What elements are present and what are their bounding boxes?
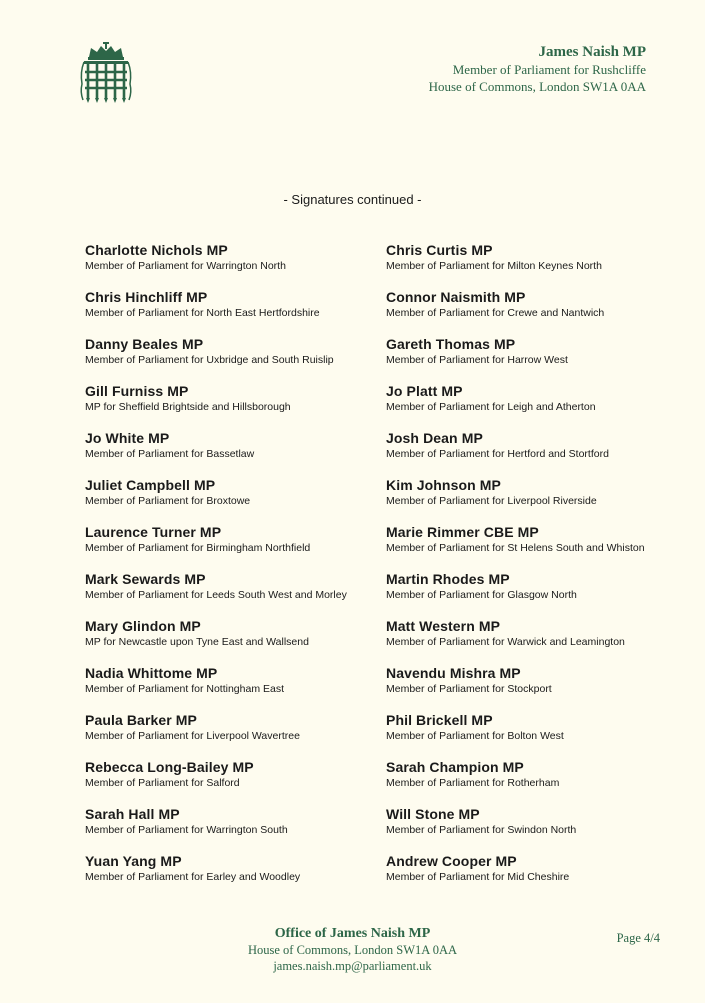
signatory-constituency: Member of Parliament for Glasgow North <box>386 589 577 601</box>
signatory-constituency: Member of Parliament for Hertford and Stortford <box>386 448 609 460</box>
signatory-name: Navendu Mishra MP <box>386 665 521 681</box>
footer-email: james.naish.mp@parliament.uk <box>273 959 432 973</box>
signature-entry <box>85 712 386 759</box>
signature-entry <box>386 665 676 712</box>
signature-entry <box>85 853 386 900</box>
portcullis-icon <box>79 42 133 104</box>
signatory-constituency: Member of Parliament for Broxtowe <box>85 495 251 507</box>
signatory-constituency: Member of Parliament for Milton Keynes North <box>386 260 602 272</box>
signature-entry <box>386 242 676 289</box>
signatory-constituency: Member of Parliament for Liverpool Riverside <box>386 495 597 507</box>
signatory-constituency: Member of Parliament for Salford <box>85 777 240 789</box>
signature-entry <box>386 759 676 806</box>
signatory-constituency: Member of Parliament for Rotherham <box>386 777 560 789</box>
signature-list <box>85 242 676 900</box>
signatory-name: Sarah Hall MP <box>85 806 180 822</box>
signatory-name: Jo Platt MP <box>386 383 463 399</box>
letterhead-address: House of Commons, London SW1A 0AA <box>428 79 646 94</box>
signatory-constituency: Member of Parliament for Uxbridge and South Ruislip <box>85 354 334 366</box>
signatory-name: Kim Johnson MP <box>386 477 501 493</box>
signatory-constituency: Member of Parliament for Mid Cheshire <box>386 871 570 883</box>
signatory-name: Andrew Cooper MP <box>386 853 517 869</box>
signatory-constituency: Member of Parliament for Bassetlaw <box>85 448 255 460</box>
signature-entry <box>386 712 676 759</box>
signature-entry <box>85 759 386 806</box>
signatory-name: Gill Furniss MP <box>85 383 189 399</box>
signatory-name: Rebecca Long-Bailey MP <box>85 759 254 775</box>
signatory-constituency: Member of Parliament for St Helens South and Whiston <box>386 542 645 554</box>
signature-entry <box>386 289 676 336</box>
signatory-name: Yuan Yang MP <box>85 853 182 869</box>
letterhead <box>429 43 646 95</box>
signatory-name: Danny Beales MP <box>85 336 204 352</box>
signatory-name: Mary Glindon MP <box>85 618 201 634</box>
signatory-constituency: Member of Parliament for Bolton West <box>386 730 564 742</box>
letterhead-name: James Naish MP <box>538 44 646 60</box>
signature-entry <box>85 524 386 571</box>
page-number: Page 4/4 <box>616 931 660 945</box>
signatory-constituency: Member of Parliament for Warrington South <box>85 824 288 836</box>
signatory-name: Sarah Champion MP <box>386 759 524 775</box>
signatory-name: Gareth Thomas MP <box>386 336 516 352</box>
signature-entry <box>386 853 676 900</box>
footer-address: House of Commons, London SW1A 0AA <box>247 943 458 957</box>
signature-entry <box>386 618 676 665</box>
signature-entry <box>85 665 386 712</box>
signature-entry <box>386 571 676 618</box>
signature-entry <box>386 336 676 383</box>
signatory-constituency: Member of Parliament for Birmingham Northfield <box>85 542 311 554</box>
signature-entry <box>386 430 676 477</box>
signature-entry <box>386 477 676 524</box>
signatory-name: Connor Naismith MP <box>386 289 526 305</box>
signature-entry <box>386 524 676 571</box>
signatory-constituency: Member of Parliament for Nottingham East <box>85 683 284 695</box>
footer <box>0 925 705 974</box>
signatory-constituency: Member of Parliament for Swindon North <box>386 824 577 836</box>
signatory-constituency: Member of Parliament for Earley and Woodley <box>85 871 301 883</box>
signatory-name: Marie Rimmer CBE MP <box>386 524 539 540</box>
signatory-name: Jo White MP <box>85 430 170 446</box>
signatory-name: Laurence Turner MP <box>85 524 222 540</box>
signature-entry <box>85 242 386 289</box>
letterhead-role: Member of Parliament for Rushcliffe <box>452 62 646 77</box>
signatory-name: Martin Rhodes MP <box>386 571 510 587</box>
signatory-name: Mark Sewards MP <box>85 571 206 587</box>
signature-entry <box>386 806 676 853</box>
signatory-constituency: Member of Parliament for Warrington North <box>85 260 286 272</box>
signatory-name: Will Stone MP <box>386 806 480 822</box>
signature-entry <box>85 571 386 618</box>
signatory-constituency: Member of Parliament for Crewe and Nantwich <box>386 307 605 319</box>
signature-entry <box>85 289 386 336</box>
signature-entry <box>85 336 386 383</box>
signatory-constituency: Member of Parliament for Harrow West <box>386 354 568 366</box>
signatory-name: Josh Dean MP <box>386 430 483 446</box>
signatory-constituency: Member of Parliament for Stockport <box>386 683 552 695</box>
signature-entry <box>386 383 676 430</box>
signatory-constituency: Member of Parliament for North East Hertfordshire <box>85 307 320 319</box>
signatory-constituency: Member of Parliament for Warwick and Leamington <box>386 636 625 648</box>
signatory-name: Charlotte Nichols MP <box>85 242 228 258</box>
signature-entry <box>85 618 386 665</box>
signatory-constituency: MP for Sheffield Brightside and Hillsborough <box>85 401 291 413</box>
signature-entry <box>85 383 386 430</box>
signatory-constituency: Member of Parliament for Leigh and Atherton <box>386 401 596 413</box>
signatory-name: Paula Barker MP <box>85 712 197 728</box>
signatory-constituency: MP for Newcastle upon Tyne East and Wallsend <box>85 636 309 648</box>
signatory-constituency: Member of Parliament for Liverpool Wavertree <box>85 730 300 742</box>
signature-entry <box>85 430 386 477</box>
signatory-constituency: Member of Parliament for Leeds South West and Morley <box>85 589 347 601</box>
signature-entry <box>85 477 386 524</box>
signatory-name: Nadia Whittome MP <box>85 665 218 681</box>
signatory-name: Phil Brickell MP <box>386 712 493 728</box>
signatory-name: Chris Hinchliff MP <box>85 289 208 305</box>
signatory-name: Matt Western MP <box>386 618 501 634</box>
footer-office: Office of James Naish MP <box>274 926 431 941</box>
signatory-name: Juliet Campbell MP <box>85 477 216 493</box>
section-title: - Signatures continued - <box>283 192 422 207</box>
signatory-name: Chris Curtis MP <box>386 242 493 258</box>
signature-entry <box>85 806 386 853</box>
